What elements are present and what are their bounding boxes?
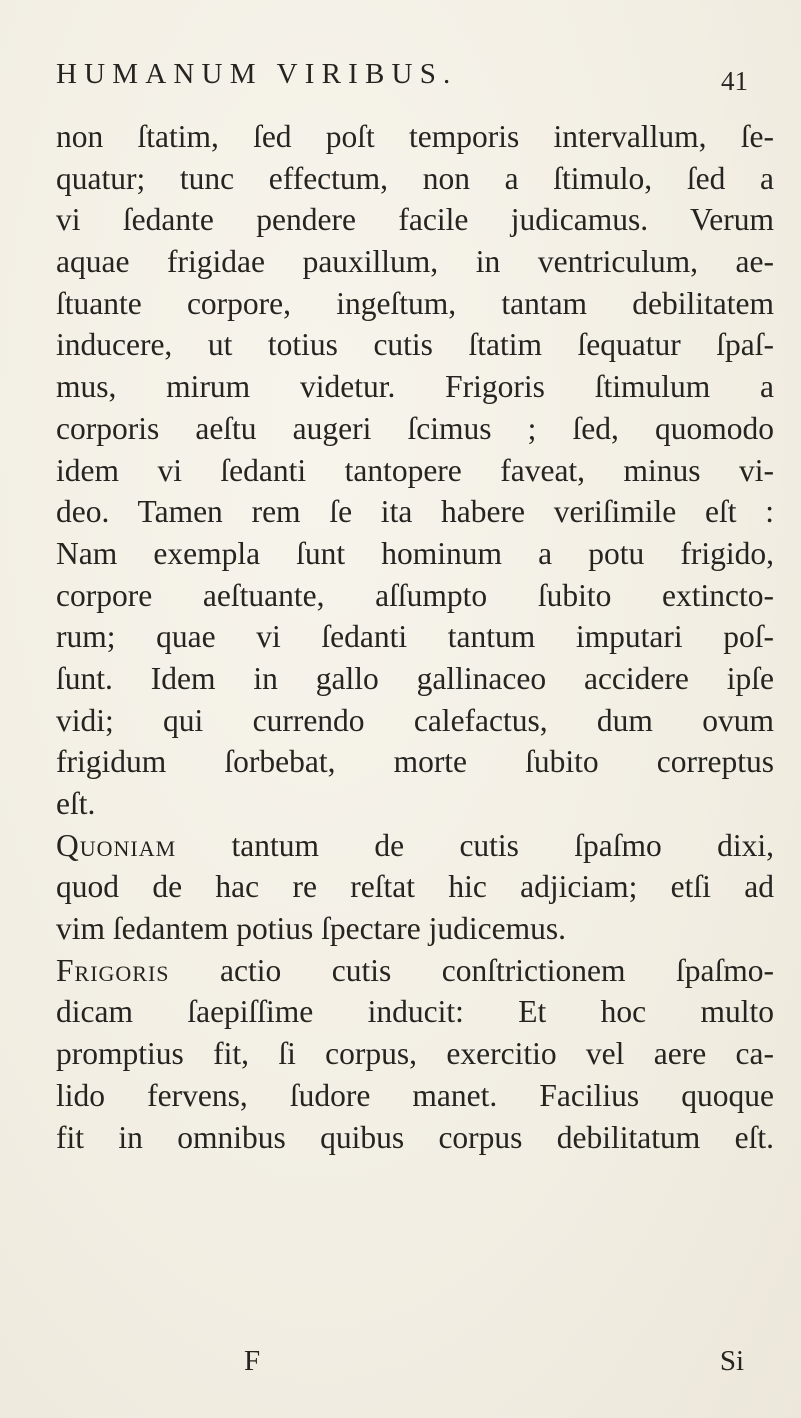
text-line: rum; quae vi ſedanti tantum imputari poſ-: [56, 619, 774, 655]
text-line: quod de hac re reſtat hic adjiciam; etſi ad: [56, 869, 774, 905]
text-line: vi ſedante pendere facile judicamus. Verum: [56, 202, 774, 238]
text-line: dicam ſaepiſſime inducit: Et hoc multo: [56, 994, 774, 1030]
paragraph-first-line: [56, 950, 774, 992]
paragraph-lead-word: Quoniam: [56, 827, 177, 863]
paragraph-lead-word: Frigoris: [56, 952, 170, 988]
body-text: [56, 116, 774, 1158]
text-line: vidi; qui currendo calefactus, dum ovum: [56, 702, 774, 738]
text-run: tantum de cutis ſpaſmo dixi,: [176, 827, 774, 863]
text-line: fit in omnibus quibus corpus debilitatum eſt.: [56, 1119, 774, 1155]
text-line: Nam exempla ſunt hominum a potu frigido,: [56, 535, 774, 571]
text-line: quatur; tunc effectum, non a ſtimulo, ſed a: [56, 160, 774, 196]
text-line: idem vi ſedanti tantopere faveat, minus vi-: [56, 452, 774, 488]
text-line: aquae frigidae pauxillum, in ventriculum, ae-: [56, 244, 774, 280]
paragraph-first-line: [56, 825, 774, 867]
text-line: eſt.: [56, 786, 96, 821]
text-line: promptius fit, ſi corpus, exercitio vel aere ca-: [56, 1036, 774, 1072]
text-line: lido fervens, ſudore manet. Facilius quoque: [56, 1077, 774, 1113]
text-line: inducere, ut totius cutis ſtatim ſequatur ſpaſ-: [56, 327, 774, 363]
page-footer: [56, 1345, 774, 1385]
text-run: actio cutis conſtrictionem ſpaſmo-: [169, 952, 774, 988]
book-page: [56, 0, 774, 1418]
running-title: HUMANUM VIRIBUS.: [56, 58, 458, 90]
text-line: deo. Tamen rem ſe ita habere veriſimile eſt :: [56, 494, 774, 530]
running-head: [56, 58, 774, 102]
page-number: 41: [721, 66, 748, 96]
text-line: corporis aeſtu augeri ſcimus ; ſed, quomodo: [56, 410, 774, 446]
text-line: ſtuante corpore, ingeſtum, tantam debilitatem: [56, 285, 774, 321]
text-line: mus, mirum videtur. Frigoris ſtimulum a: [56, 369, 774, 405]
text-line: non ſtatim, ſed poſt temporis intervallum, ſe-: [56, 119, 774, 154]
text-line: corpore aeſtuante, aſſumpto ſubito extincto-: [56, 577, 774, 613]
signature-mark: F: [244, 1345, 261, 1377]
text-line: frigidum ſorbebat, morte ſubito correptus: [56, 744, 774, 780]
text-line: vim ſedantem potius ſpectare judicemus.: [56, 911, 566, 947]
catchword: Si: [719, 1345, 744, 1377]
text-line: ſunt. Idem in gallo gallinaceo accidere ipſe: [56, 660, 774, 696]
